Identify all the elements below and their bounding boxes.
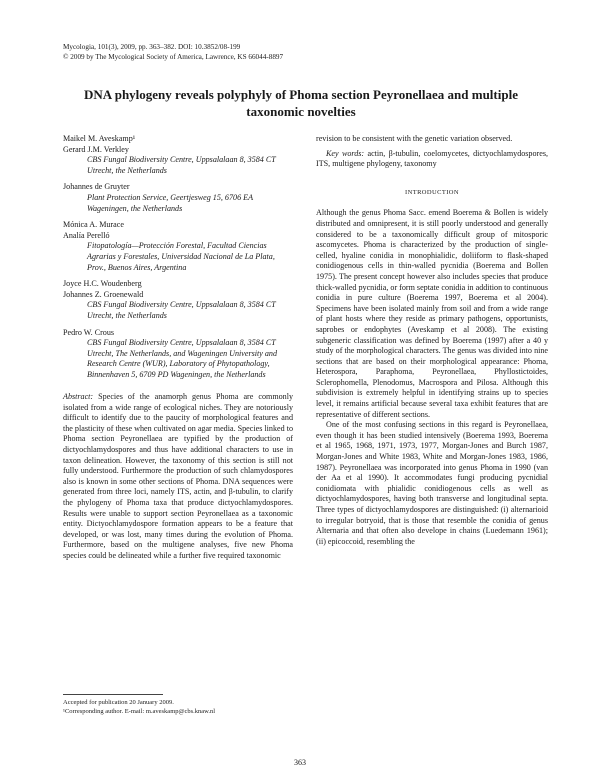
author-name: Maikel M. Aveskamp¹ [63,134,136,143]
journal-header [63,42,283,62]
accepted-note: Accepted for publication 20 January 2009. [63,699,174,706]
affiliation: CBS Fungal Biodiversity Centre, Uppsalalaan 8, 3584 CT Utrecht, The Netherlands, and Wageningen University and Research Centre (WUR), Laboratory of Phytopathology, Binnenhaven 5, 6709 PD Wageningen, the Netherlands [87,338,278,379]
introduction-heading: INTRODUCTION [405,188,459,196]
author-group [63,279,293,321]
affiliation: Plant Protection Service, Geertjesweg 15, 6706 EA Wageningen, the Netherlands [87,192,253,213]
intro-paragraph: One of the most confusing sections in this regard is Peyronellaea, even though it has been studied intensively (Boerema 1993, Boerema et al 1965, 1968, 1971, 1973, 1977, Morgan-Jones and Burch 1987, Morgan-Jones and White 1983, White and Morgan-Jones 1983, 1986, 1987). Peyronellaea was incorporated into genus Phoma in 1990 (van der Aa et al 1990). It accommodates fungi producing pycnidial conidiomata with phialidic conidiogenous cells as well as dictyochlamydospores, having both transverse and longitudinal septa. Three types of dictyochlamydospores are distinguished: (i) alternarioid to irregular botryoid, that is those that resemble the conidia of genus Alternaria and that often also develope in chains (Luedemann 1961); (ii) epicoccoid, resembling the [316,420,548,546]
author-block [63,134,293,386]
keywords-label: Key words: [326,148,365,158]
author-name: Pedro W. Crous [63,327,115,337]
author-name: Johannes de Gruyter [63,182,130,192]
abstract [63,392,293,562]
abstract-label: Abstract: [63,392,94,401]
author-group [63,182,293,214]
author-name: Joyce H.C. Woudenberg [63,279,142,289]
author-name: Mónica A. Murace [63,220,124,230]
right-column [316,134,548,547]
article-title: DNA phylogeny reveals polyphyly of Phoma section Peyronellaea and multiple taxonomic novelties [84,87,518,119]
footnote-rule [63,694,163,695]
author-name: Johannes Z. Groenewald [63,289,144,299]
author-group [63,220,293,273]
page-number: 363 [294,758,306,767]
affiliation: Fitopatología—Protección Forestal, Facultad Ciencias Agrarias y Forestales, Universidad Nacional de La Plata, Prov., Buenos Aires, Argentina [87,241,275,272]
author-group [63,134,293,176]
keywords [316,149,548,170]
affiliation: CBS Fungal Biodiversity Centre, Uppsalalaan 8, 3584 CT Utrecht, the Netherlands [87,300,276,320]
author-name: Gerard J.M. Verkley [63,144,129,154]
abstract-text: Species of the anamorph genus Phoma are commonly isolated from a wide range of ecological niches. They are notoriously difficult to identify due to the paucity of morphological features and the plasticity of these when cultivated on agar media. Species linked to Phoma section Peyronellaea are typified by the production of dictyochlamydospores and thus have additional characters to use in taxon delineation. However, the taxonomy of this section is still not fully understood. Furthermore the production of such chlamydospores also is known in some other sections of Phoma. DNA sequences were generated from three loci, namely ITS, actin, and β-tubulin, to clarify the phylogeny of Phoma taxa that produce dictyochlamydospores. Results were unable to support section Peyronellaea as a taxonomic entity. Dictyochlamydospore formation appears to be a feature that developed, or was lost, many times during the evolution of Phoma. Furthermore, based on the multigene analyses, five new Phoma species could be delineated while a further five required taxonomic [63,392,294,560]
author-name: Analía Perelló [63,230,110,240]
footnotes [63,698,293,716]
keywords-text: actin, β-tubulin, coelomycetes, dictyochlamydospores, ITS, multigene phylogeny, taxonomy [316,148,548,169]
corresponding-note: ¹Corresponding author. E-mail: m.aveskamp@cbs.knaw.nl [63,708,216,715]
affiliation: CBS Fungal Biodiversity Centre, Uppsalalaan 8, 3584 CT Utrecht, the Netherlands [87,155,276,175]
author-group [63,328,293,381]
intro-paragraph: Although the genus Phoma Sacc. emend Boerema & Bollen is widely distributed and omnipresent, it is still poorly understood and generally considered to be a taxonomically difficult group of mitosporic ascomycetes. Phoma is characterized by the production of single-celled, hyaline conidia in monophialidic, doliiform to flask-shaped conidiogenous cells in thin-walled pycnidia (Boerema and Bollen 1975). The present concept however also includes species that produce thick-walled pycnidia, or form septate conidia in addition to continuous conidia in pure culture (Boerema 1997, Boerema et al 2004). Specimens have been isolated mainly from soil and from a wide range of plant hosts where they reside as primary pathogens, opportunists, saprobes or endophytes (Aveskamp et al 2008). The existing subgeneric classification was defined by Boerema (1997) after a 40 y study of the morphological characters. The genus was divided into nine sections that are based on their morphological appearance: Phoma, Heterospora, Paraphoma, Peyronellaea, Phyllostictoides, Sclerophomella, Plenodomus, Macrospora and Pilosa. Although this subdivision is extremely helpful in identifying strains up to species level, it remains artificial because several taxa exhibit features that are representative of different sections. [316,208,548,419]
copyright-line: © 2009 by The Mycological Society of America, Lawrence, KS 66044-8897 [63,53,284,61]
citation-line: Mycologia, 101(3), 2009, pp. 363–382. DOI: 10.3852/08-199 [63,43,241,51]
abstract-continued: revision to be consistent with the genetic variation observed. [316,134,513,143]
